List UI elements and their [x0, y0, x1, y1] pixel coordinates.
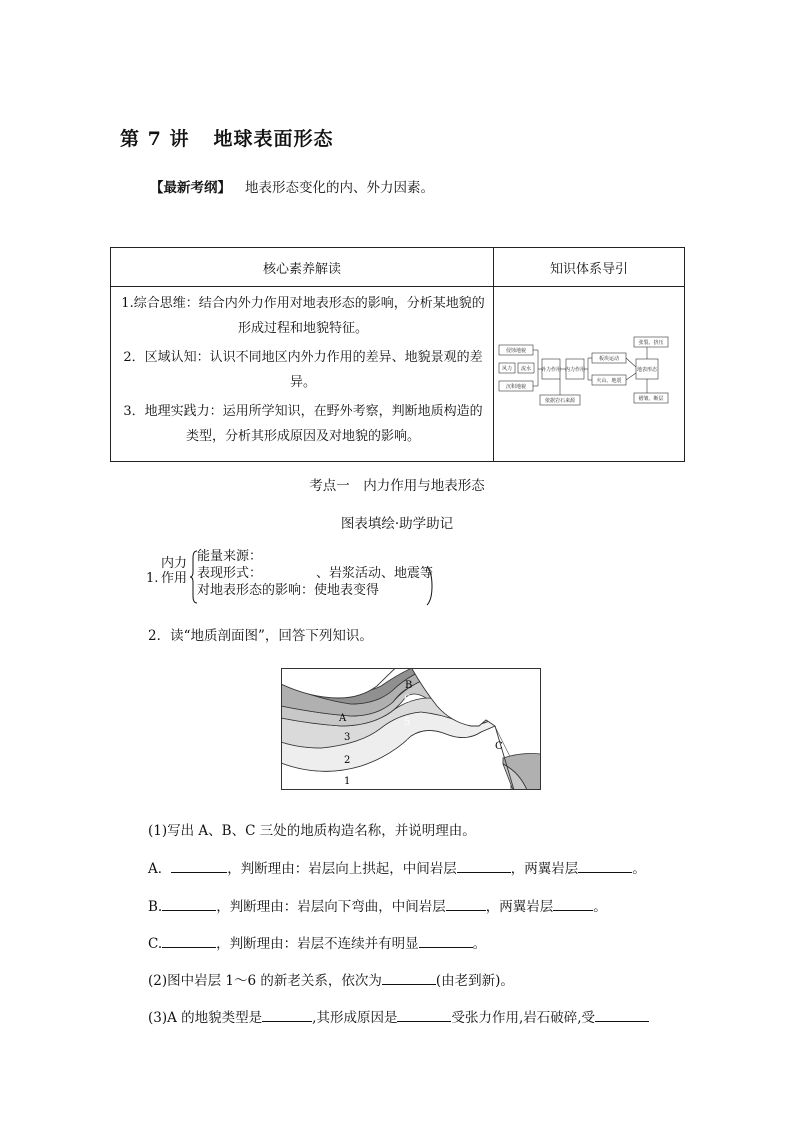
- blank-a-wings[interactable]: [578, 858, 632, 873]
- diagram-endo: 内力作用: [564, 367, 586, 373]
- line-c-prefix: C.: [148, 936, 163, 952]
- line-b-end: 。: [593, 899, 607, 915]
- line-a-end: 。: [632, 861, 646, 877]
- syllabus-text: 地表形态变化的内、外力因素。: [245, 180, 434, 196]
- q1-impact: 对地表形态的影响：使地表变得: [197, 583, 380, 598]
- knowledge-system-diagram: [494, 329, 684, 419]
- q2-line-a: [148, 857, 646, 877]
- diagram-deposition: 沉积地貌: [505, 384, 527, 390]
- label-layer-4: 4: [404, 739, 411, 750]
- sub3-b: ,其形成原因是: [312, 1010, 398, 1026]
- diagram-volcano: 火山、地震: [596, 378, 622, 384]
- label-C: C: [495, 741, 503, 752]
- q1-forms-suffix: 、岩浆活动、地震等: [316, 566, 434, 581]
- knowledge-diagram-cell: [494, 287, 685, 462]
- q1-forms: [197, 565, 433, 582]
- blank-sub3-cause[interactable]: [397, 1007, 451, 1022]
- sub3-a: (3)A 的地貌类型是: [148, 1010, 263, 1026]
- blank-b-name[interactable]: [162, 896, 216, 911]
- diagram-fold: 张裂、挤压: [638, 340, 664, 346]
- label-B: B: [405, 680, 413, 691]
- q1-energy: 能量来源：: [197, 549, 263, 564]
- q1-label-top: 内力: [160, 556, 187, 571]
- literacy-point-1: 1.综合思维：结合内外力作用对地表形态的影响，分析某地貌的形成过程和地貌特征。: [121, 296, 485, 336]
- q1-label-bottom: 作用: [160, 571, 187, 586]
- label-A: A: [339, 713, 347, 724]
- q1-number: 1.: [146, 571, 159, 586]
- page-title: [120, 124, 333, 151]
- line-c-end: 。: [472, 936, 487, 952]
- right-bracket: [426, 566, 434, 606]
- q1-items: [197, 548, 433, 599]
- lecture-number: 第 7 讲: [120, 128, 190, 150]
- blank-b-middle[interactable]: [446, 896, 486, 911]
- syllabus-line: [150, 176, 434, 196]
- syllabus-label: 【最新考纲】: [150, 180, 231, 196]
- q2-sub2: [148, 969, 514, 989]
- q2-sub3: [148, 1006, 649, 1026]
- label-layer-1: 1: [344, 776, 351, 787]
- label-layer-6: 6: [404, 694, 411, 705]
- table-header-knowledge: 知识体系导引: [494, 248, 685, 287]
- sub2-prefix: (2)图中岩层 1～6 的新老关系，依次为: [148, 973, 382, 989]
- line-a-mid2: ，两翼岩层: [510, 861, 579, 877]
- blank-sub3-type[interactable]: [262, 1007, 312, 1022]
- label-layer-2: 2: [344, 755, 351, 766]
- line-b-mid2: ，两翼岩层: [485, 899, 554, 915]
- q2-line-b: [148, 895, 607, 915]
- line-a-prefix: A．: [148, 861, 172, 877]
- diagram-water: 流水: [520, 366, 532, 372]
- diagram-landform: 地表形态: [636, 367, 658, 373]
- section-subheading: 图表填绘·助学助记: [340, 516, 454, 532]
- diagram-erosion: 侵蚀地貌: [505, 348, 527, 354]
- line-c-mid: ，判断理由：岩层不连续并有明显: [216, 936, 419, 952]
- blank-sub2[interactable]: [382, 970, 436, 985]
- diagram-basis: 依据岩石来源: [544, 398, 576, 404]
- q2-prompt: 2．读“地质剖面图”，回答下列知识。: [148, 628, 373, 644]
- blank-a-middle[interactable]: [457, 858, 511, 873]
- line-b-mid: ，判断理由：岩层向下弯曲，中间岩层: [216, 899, 446, 915]
- line-a-mid: ，判断理由：岩层向上拱起，中间岩层: [227, 861, 457, 877]
- q2-line-c: [148, 932, 486, 952]
- q1-forms-prefix: 表现形式：: [197, 566, 263, 581]
- sub3-c: 受张力作用,岩石破碎,受: [451, 1010, 596, 1026]
- geologic-cross-section: [281, 668, 541, 790]
- core-literacy-table: [110, 247, 685, 462]
- literacy-points: [111, 287, 494, 462]
- label-layer-3: 3: [344, 732, 351, 743]
- blank-b-wings[interactable]: [553, 896, 593, 911]
- diagram-plate: 板块运动: [598, 356, 620, 362]
- line-b-prefix: B.: [148, 899, 163, 915]
- lecture-name: 地球表面形态: [213, 128, 334, 150]
- diagram-wind: 风力: [501, 366, 513, 372]
- blank-c-name[interactable]: [162, 933, 216, 948]
- section-heading: 考点一 内力作用与地表形态: [309, 478, 485, 494]
- blank-c-reason[interactable]: [419, 933, 473, 948]
- blank-a-name[interactable]: [171, 858, 227, 873]
- table-header-literacy: 核心素养解读: [111, 248, 494, 287]
- literacy-point-2: 2．区域认知：认识不同地区内外力作用的差异、地貌景观的差异。: [123, 350, 483, 390]
- sub2-suffix: (由老到新)。: [435, 973, 514, 989]
- blank-sub3-force[interactable]: [595, 1007, 649, 1022]
- q2-sub1: (1)写出 A、B、C 三处的地质构造名称，并说明理由。: [148, 823, 476, 839]
- diagram-fault: 褶皱、断层: [638, 396, 664, 402]
- diagram-exo: 外力作用: [540, 367, 562, 373]
- literacy-point-3: 3．地理实践力：运用所学知识，在野外考察，判断地质构造的类型，分析其形成原因及对地貌的影响。: [123, 404, 483, 444]
- label-layer-5: 5: [404, 717, 411, 728]
